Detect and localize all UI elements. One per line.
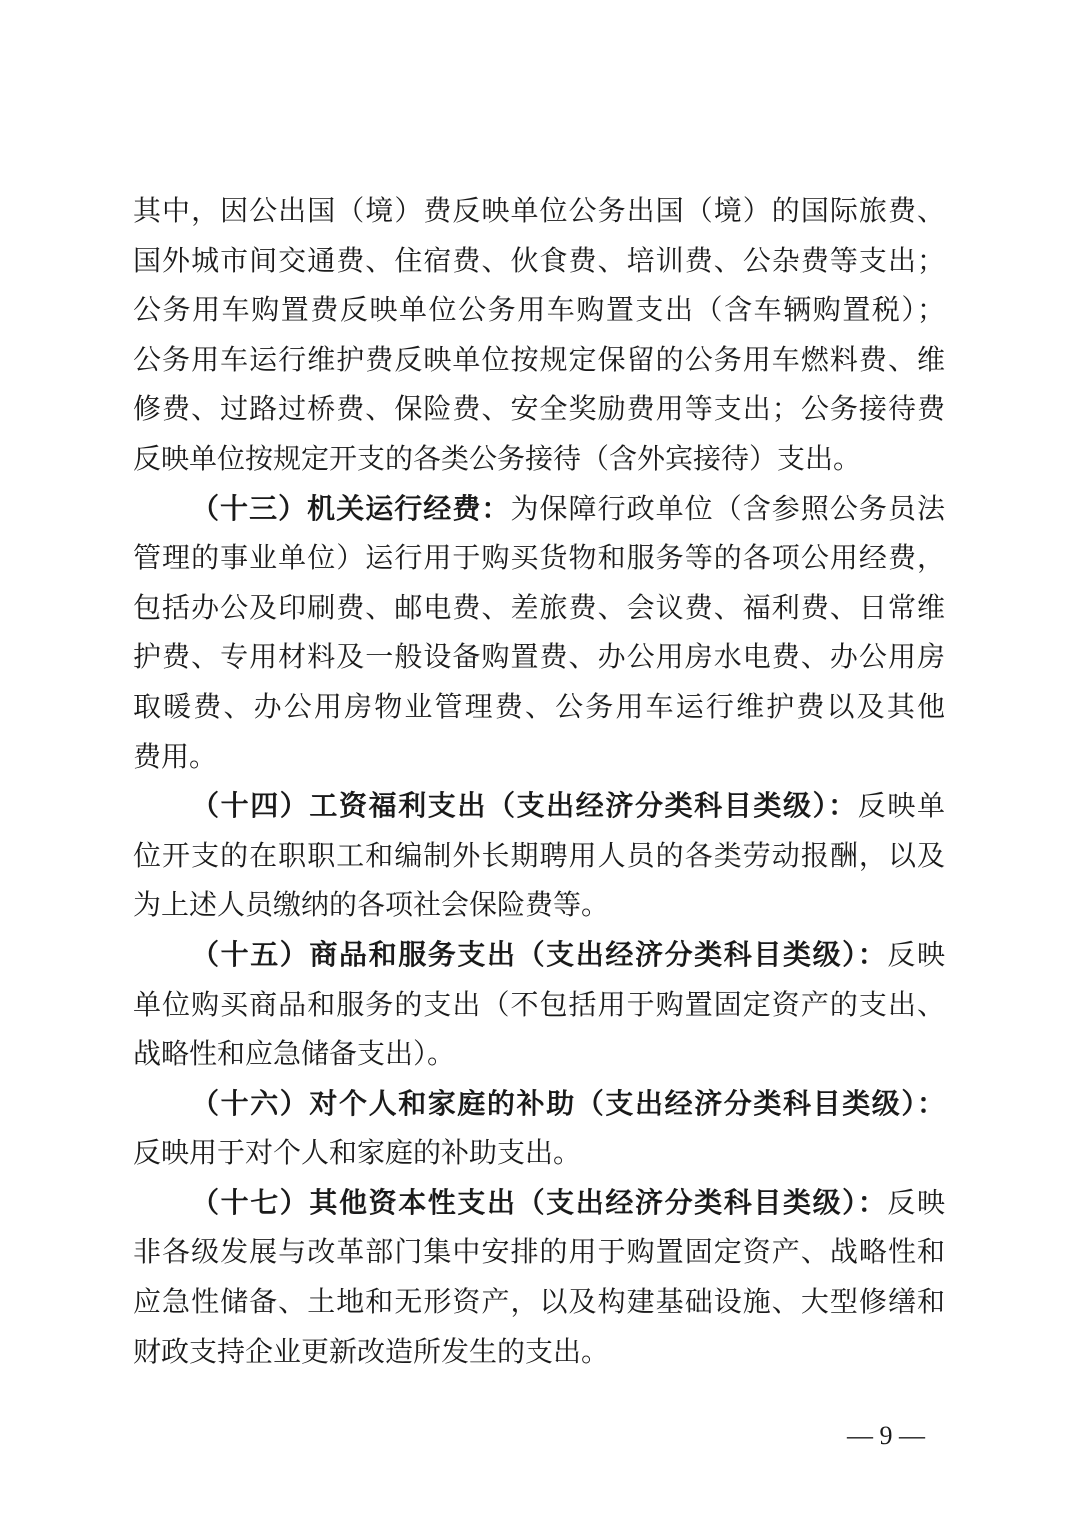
text-fragment: 反映 xyxy=(887,1185,945,1219)
text-line: 财政支持企业更新改造所发生的支出。 xyxy=(133,1334,610,1368)
text-line: 单位购买商品和服务的支出（不包括用于购置固定资产的支出、 xyxy=(133,987,945,1021)
item-heading: （十五）商品和服务支出（支出经济分类科目类级）： xyxy=(191,937,888,971)
text-line: 应急性储备、土地和无形资产，以及构建基础设施、大型修缮和 xyxy=(133,1285,945,1319)
text-line: 管理的事业单位）运行用于购买货物和服务等的各项公用经费， xyxy=(133,541,945,575)
document-body xyxy=(133,186,945,1376)
page-number: — 9 — xyxy=(847,1421,925,1450)
paragraph-first-line xyxy=(133,484,945,534)
paragraph-item-15 xyxy=(133,930,945,1079)
paragraph-first-line xyxy=(133,781,945,831)
paragraph-first-line xyxy=(133,1178,945,1228)
item-heading: （十四）工资福利支出（支出经济分类科目类级）： xyxy=(191,789,858,823)
item-heading: （十三）机关运行经费： xyxy=(191,491,511,525)
text-fragment: 为保障行政单位（含参照公务员法 xyxy=(510,491,945,525)
paragraph-first-line xyxy=(133,1079,945,1129)
paragraph-first-line xyxy=(133,930,945,980)
text-line: 其中，因公出国（境）费反映单位公务出国（境）的国际旅费、 xyxy=(133,194,945,227)
text-line: 包括办公及印刷费、邮电费、差旅费、会议费、福利费、日常维 xyxy=(133,590,945,624)
text-line: 护费、专用材料及一般设备购置费、办公用房水电费、办公用房 xyxy=(133,640,945,674)
text-line: 公务用车购置费反映单位公务用车购置支出（含车辆购置税）； xyxy=(133,293,945,327)
text-line: 反映用于对个人和家庭的补助支出。 xyxy=(133,1136,582,1170)
text-line: 国外城市间交通费、住宿费、伙食费、培训费、公杂费等支出； xyxy=(133,243,945,277)
paragraph-item-14 xyxy=(133,781,945,930)
text-line: 位开支的在职职工和编制外长期聘用人员的各类劳动报酬，以及 xyxy=(133,838,945,872)
text-line: 为上述人员缴纳的各项社会保险费等。 xyxy=(133,888,610,922)
paragraph-item-13 xyxy=(133,484,945,782)
text-line: 费用。 xyxy=(133,739,218,773)
paragraph-item-17 xyxy=(133,1178,945,1376)
paragraph-item-16 xyxy=(133,1079,945,1178)
text-fragment: 反映单 xyxy=(857,789,945,823)
item-heading: （十六）对个人和家庭的补助（支出经济分类科目类级）： xyxy=(191,1086,945,1120)
paragraph-public-expense-definitions xyxy=(133,186,945,484)
text-line: 公务用车运行维护费反映单位按规定保留的公务用车燃料费、维 xyxy=(133,342,945,376)
text-line: 取暖费、办公用房物业管理费、公务用车运行维护费以及其他 xyxy=(133,689,945,723)
text-line: 修费、过路过桥费、保险费、安全奖励费用等支出；公务接待费 xyxy=(133,392,945,426)
text-line: 非各级发展与改革部门集中安排的用于购置固定资产、战略性和 xyxy=(133,1235,945,1269)
text-fragment: 反映 xyxy=(887,937,945,971)
item-heading: （十七）其他资本性支出（支出经济分类科目类级）： xyxy=(191,1185,888,1219)
text-line: 战略性和应急储备支出）。 xyxy=(133,1037,456,1071)
text-line: 反映单位按规定开支的各类公务接待（含外宾接待）支出。 xyxy=(133,441,862,475)
